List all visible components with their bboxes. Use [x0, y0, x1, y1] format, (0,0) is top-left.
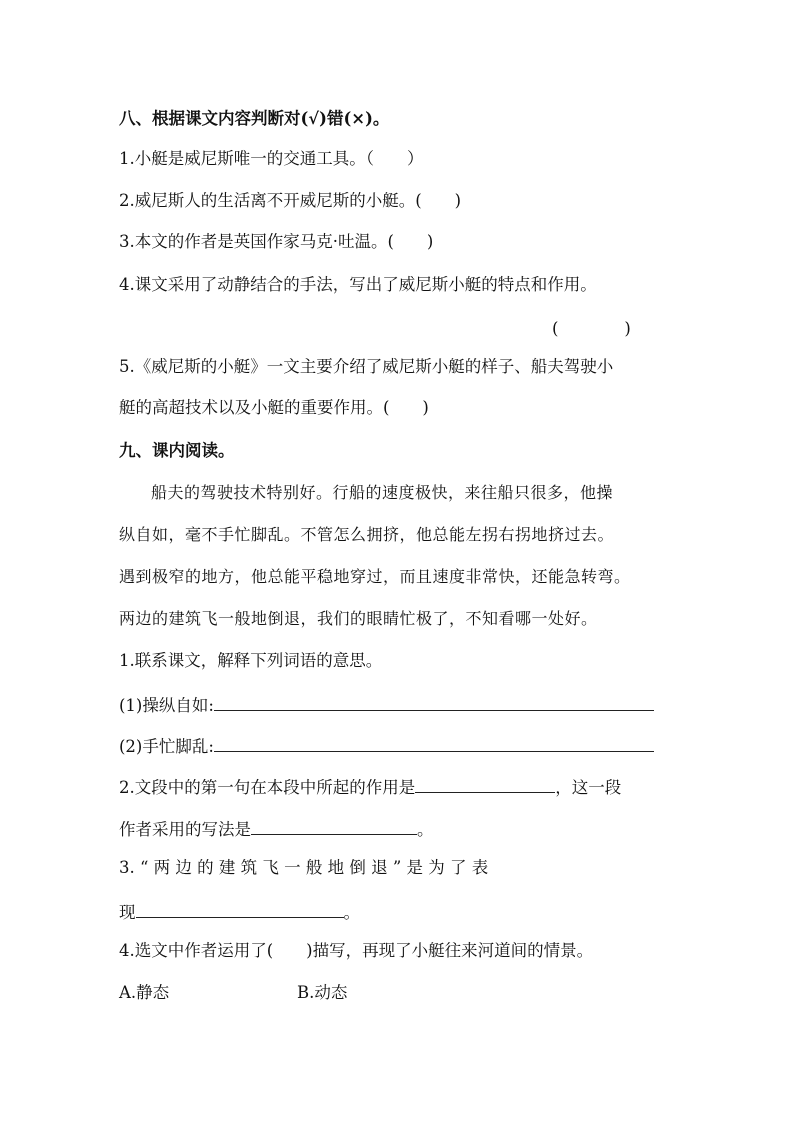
- section9-question-3-line2: [119, 899, 360, 924]
- section8-question-4-answer-paren: ( ): [552, 319, 631, 338]
- question-1b-label: (2)手忙脚乱:: [119, 737, 214, 756]
- section9-question-3-line1: 3. “ 两 边 的 建 筑 飞 一 般 地 倒 退 ” 是 为 了 表: [119, 858, 489, 877]
- section8-question-3: 3.本文的作者是英国作家马克·吐温。( ): [119, 232, 434, 251]
- passage-line-1: 船夫的驾驶技术特别好。行船的速度极快，来往船只很多，他操: [151, 483, 614, 502]
- question-2-text-d: 。: [417, 820, 434, 839]
- question-2-text-a: 2.文段中的第一句在本段中所起的作用是: [119, 778, 416, 797]
- passage-line-4: 两边的建筑飞一般地倒退，我们的眼睛忙极了，不知看哪一处好。: [119, 609, 598, 628]
- section8-question-4: 4.课文采用了动静结合的手法，写出了威尼斯小艇的特点和作用。: [119, 275, 597, 294]
- passage-line-2: 纵自如，毫不手忙脚乱。不管怎么拥挤，他总能左拐右拐地挤过去。: [119, 525, 615, 544]
- passage-line-3: 遇到极窄的地方，他总能平稳地穿过，而且速度非常快，还能急转弯。: [119, 567, 631, 586]
- question-2-text-b: ，这一段: [555, 778, 622, 797]
- question-3-text-b: 。: [343, 903, 360, 922]
- question-1b-row: [119, 733, 654, 758]
- question-2-answer-blank-1[interactable]: [415, 774, 555, 793]
- question-4-option-b: B.动态: [297, 983, 348, 1002]
- section8-question-2: 2.威尼斯人的生活离不开威尼斯的小艇。( ): [119, 191, 462, 210]
- section9-question-4: 4.选文中作者运用了( )描写，再现了小艇往来河道间的情景。: [119, 941, 594, 960]
- section9-question-2-line1: [119, 774, 621, 799]
- section9-question-1: 1.联系课文，解释下列词语的意思。: [119, 651, 383, 670]
- question-4-option-a: A.静态: [119, 983, 170, 1002]
- section8-question-5-line2: 艇的高超技术以及小艇的重要作用。( ): [119, 398, 429, 417]
- section9-title: 九、课内阅读。: [119, 441, 235, 460]
- section8-title: 八、根据课文内容判断对(√)错(×)。: [119, 109, 390, 128]
- question-2-text-c: 作者采用的写法是: [119, 820, 251, 839]
- question-1b-answer-blank[interactable]: [214, 733, 654, 752]
- question-1a-answer-blank[interactable]: [214, 692, 654, 711]
- question-1a-row: [119, 692, 654, 717]
- section8-question-1: 1.小艇是威尼斯唯一的交通工具。（ ）: [119, 149, 424, 168]
- question-3-text-a: 现: [119, 903, 136, 922]
- question-2-answer-blank-2[interactable]: [251, 816, 417, 835]
- question-1a-label: (1)操纵自如:: [119, 696, 214, 715]
- section8-question-5-line1: 5.《威尼斯的小艇》一文主要介绍了威尼斯小艇的样子、船夫驾驶小: [119, 357, 614, 376]
- section9-question-2-line2: [119, 816, 434, 841]
- question-3-answer-blank[interactable]: [136, 899, 344, 918]
